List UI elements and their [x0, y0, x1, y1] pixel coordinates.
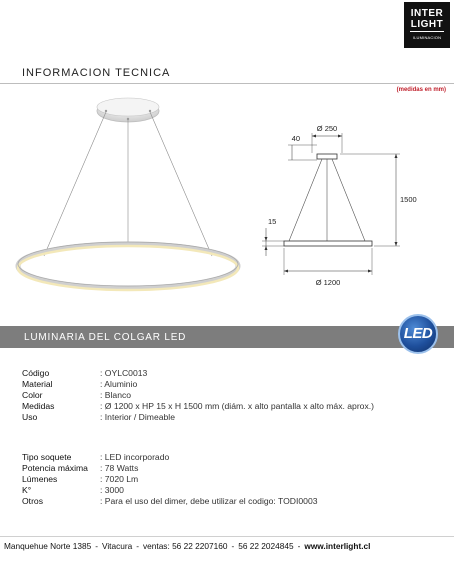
spec-key: Medidas: [22, 401, 55, 411]
footer-phone-alt: 56 22 2024845: [238, 541, 294, 551]
spec-row: [22, 496, 318, 507]
ring-shade: [18, 244, 238, 288]
units-note: (medidas en mm): [396, 87, 446, 93]
spec-row: [22, 379, 374, 390]
spec-key: Potencia máxima: [22, 463, 88, 473]
spec-row: [22, 401, 374, 412]
dim-ring-height: 15: [268, 217, 277, 226]
spec-key: Tipo soquete: [22, 452, 72, 462]
spec-value: : Para el uso del dimer, debe utilizar el codigo: TODI0003: [100, 496, 318, 506]
section-title: INFORMACION TECNICA: [22, 67, 171, 79]
technical-drawing: [262, 124, 417, 287]
spec-key: Código: [22, 368, 50, 378]
spec-value: : 3000: [100, 485, 124, 495]
footer-contact: Manquehue Norte 1385 - Vitacura - ventas: 56 22 2207160 - 56 22 2024845 - www.interlight.cl: [4, 541, 371, 551]
spec-row: [22, 452, 318, 463]
spec-row: [22, 474, 318, 485]
spec-key: K°: [22, 485, 32, 495]
product-illustration: [18, 98, 238, 290]
spec-list-electrical: [22, 452, 318, 507]
spec-value: : LED incorporado: [100, 452, 170, 462]
spec-value: : OYLC0013: [100, 368, 148, 378]
canopy-outline: [317, 154, 337, 159]
spec-key: Uso: [22, 412, 38, 422]
spec-value: : Ø 1200 x HP 15 x H 1500 mm (diám. x alto pantalla x alto máx. aprox.): [100, 401, 375, 411]
product-type-title: LUMINARIA DEL COLGAR LED: [24, 332, 187, 343]
spec-row: [22, 368, 374, 379]
footer-phone-sales: ventas: 56 22 2207160: [143, 541, 228, 551]
brand-line1: INTER: [410, 8, 444, 19]
footer-divider: [0, 536, 454, 537]
suspension-cable: [150, 112, 212, 256]
spec-value: : Interior / Dimeable: [100, 412, 175, 422]
dim-canopy-diameter: Ø 250: [316, 124, 338, 133]
footer-website-link[interactable]: www.interlight.cl: [304, 541, 371, 551]
spec-key: Otros: [22, 496, 44, 506]
spec-row: [22, 485, 318, 496]
dim-total-height: 1500: [400, 195, 417, 204]
spec-value: : Blanco: [100, 390, 132, 400]
spec-row: [22, 412, 374, 423]
brand-line2: LIGHT: [410, 19, 444, 30]
spec-row: [22, 390, 374, 401]
spec-value: : Aluminio: [100, 379, 138, 389]
ring-outline: [284, 241, 372, 246]
footer-city: Vitacura: [101, 541, 133, 551]
suspension-cable: [44, 112, 106, 256]
spec-key: Color: [22, 390, 43, 400]
spec-list-general: [22, 368, 374, 423]
led-badge-icon: LED: [398, 314, 438, 354]
spec-value: : 78 Watts: [100, 463, 139, 473]
product-banner: [0, 326, 454, 348]
dim-canopy-height: 40: [291, 134, 300, 143]
spec-row: [22, 463, 318, 474]
spec-value: : 7020 Lm: [100, 474, 139, 484]
spec-key: Material: [22, 379, 53, 389]
footer-address: Manquehue Norte 1385: [4, 541, 92, 551]
brand-line3: ILUMINACION: [412, 35, 442, 40]
spec-key: Lúmenes: [22, 474, 58, 484]
dim-ring-diameter: Ø 1200: [315, 278, 341, 287]
